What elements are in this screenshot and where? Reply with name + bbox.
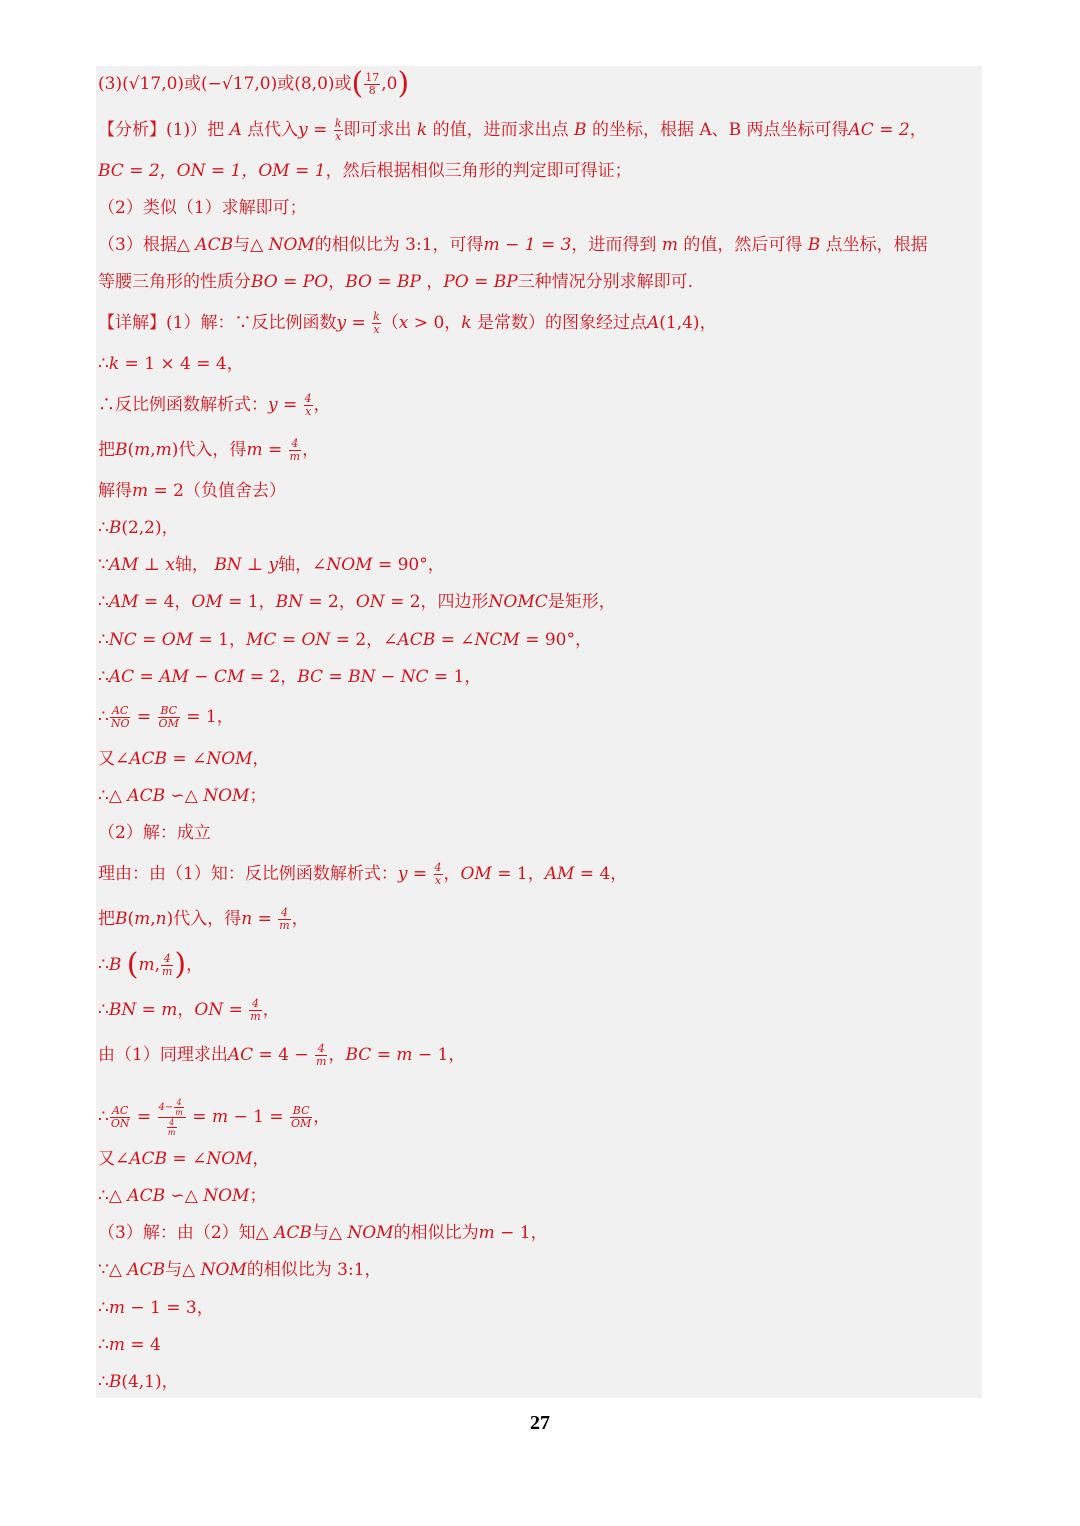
detail-line-7: ∵AM ⊥ x轴， BN ⊥ y轴，∠NOM = 90°， — [98, 555, 445, 575]
fraction: $\frac{BC}{OM}$ — [158, 704, 179, 730]
detail-line-25: ∴m − 1 = 3， — [98, 1298, 214, 1318]
detail-line-17: ∴B (m, $\frac{4}{m}$ )， — [98, 947, 204, 982]
detail-line-24: ∵△ ACB与△ NOM的相似比为 3:1， — [98, 1260, 382, 1280]
detail-line-5: 解得m = 2（负值舍去） — [98, 481, 286, 501]
fraction: $\frac{k}{x}$ — [373, 310, 380, 336]
fraction: $\frac{4}{m}$ — [161, 952, 173, 978]
detail-line-27: ∴B(4,1)， — [98, 1372, 179, 1392]
fraction: $\frac{k}{x}$ — [334, 117, 342, 143]
detail-line-2: ∴k = 1 × 4 = 4， — [98, 354, 244, 374]
fraction: $\frac{17}{8}$ — [365, 71, 380, 97]
detail-line-16: 把B(m,n)代入，得n = $\frac{4}{m}$ ， — [98, 906, 309, 932]
detail-line-23: （3）解：由（2）知△ ACB与△ NOM的相似比为m − 1， — [98, 1223, 548, 1243]
fraction: $\frac{4}{m}$ — [289, 437, 301, 463]
detail-line-8: ∴AM = 4，OM = 1，BN = 2，ON = 2，四边形NOMC是矩形， — [98, 592, 616, 612]
detail-line-10: ∴AC = AM − CM = 2，BC = BN − NC = 1， — [98, 667, 482, 687]
detail-line-1: 【详解】(1）解：∵反比例函数y = $\frac{k}{x}$ （x > 0，k 是常数）的图象经过点A(1,4)， — [98, 310, 717, 336]
analysis-line-1: 【分析】(1)）把 A 点代入y = $\frac{k}{x}$ 即可求出 k 的值，进而求出点 B 的坐标，根据 A、B 两点坐标可得AC = 2， — [98, 117, 927, 143]
detail-line-11: ∴ $\frac{AC}{NO}$ = $\frac{BC}{OM}$ = 1， — [98, 704, 234, 730]
fraction: $\frac{4}{m}$ — [316, 1042, 327, 1068]
fraction: $\frac{AC}{NO}$ — [110, 704, 130, 730]
detail-line-14: （2）解：成立 — [98, 823, 211, 843]
analysis-line-3: （2）类似（1）求解即可； — [98, 198, 307, 218]
analysis-line-5: 等腰三角形的性质分BO = PO，BO = BP ，PO = BP三种情况分别求解即可. — [98, 272, 694, 292]
compound-fraction: 4− $\frac{4}{m}$ $\frac{4}{m}$ — [158, 1098, 186, 1137]
page-number: 27 — [530, 1412, 550, 1434]
analysis-line-4: （3）根据△ ACB与△ NOM的相似比为 3:1，可得m − 1 = 3，进而得到 m 的值，然后可得 B 点坐标，根据 — [98, 235, 928, 255]
detail-line-4: 把B(m,m)代入，得m = $\frac{4}{m}$ ， — [98, 437, 320, 463]
detail-line-9: ∴NC = OM = 1，MC = ON = 2，∠ACB = ∠NCM = 90°， — [98, 630, 592, 650]
detail-line-19: 由（1）同理求出AC = 4 − $\frac{4}{m}$ ，BC = m − 1， — [98, 1042, 466, 1068]
fraction: $\frac{4}{x}$ — [434, 861, 442, 887]
detail-line-3: ∴反比例函数解析式：y = $\frac{4}{x}$ ， — [98, 392, 331, 418]
fraction: $\frac{4}{x}$ — [304, 392, 312, 418]
detail-line-12: 又∠ACB = ∠NOM， — [98, 749, 270, 769]
analysis-line-2: BC = 2，ON = 1，OM = 1，然后根据相似三角形的判定即可得证； — [98, 161, 632, 181]
fraction: $\frac{4}{m}$ — [250, 997, 261, 1023]
detail-line-18: ∴BN = m，ON = $\frac{4}{m}$ ， — [98, 997, 280, 1023]
fraction: $\frac{BC}{OM}$ — [291, 1104, 312, 1130]
detail-line-21: 又∠ACB = ∠NOM， — [98, 1149, 270, 1169]
detail-line-26: ∴m = 4 — [98, 1335, 161, 1355]
answer-line-3: (3)(√17,0)或(−√17,0)或(8,0)或( $\frac{17}{8}$ ,0) — [98, 66, 410, 101]
detail-line-20: ∴ $\frac{AC}{ON}$ = 4− $\frac{4}{m}$ $\frac{4}{m}$ = m − 1 = $\frac{BC}{OM}$ ， — [98, 1098, 331, 1137]
detail-line-22: ∴△ ACB ∽△ NOM； — [98, 1186, 267, 1206]
fraction: $\frac{AC}{ON}$ — [110, 1104, 130, 1130]
fraction: $\frac{4}{m}$ — [279, 906, 290, 932]
detail-line-13: ∴△ ACB ∽△ NOM； — [98, 786, 267, 806]
detail-line-15: 理由：由（1）知：反比例函数解析式：y = $\frac{4}{x}$ ，OM = 1，AM = 4， — [98, 861, 628, 887]
detail-line-6: ∴B(2,2)， — [98, 518, 179, 538]
